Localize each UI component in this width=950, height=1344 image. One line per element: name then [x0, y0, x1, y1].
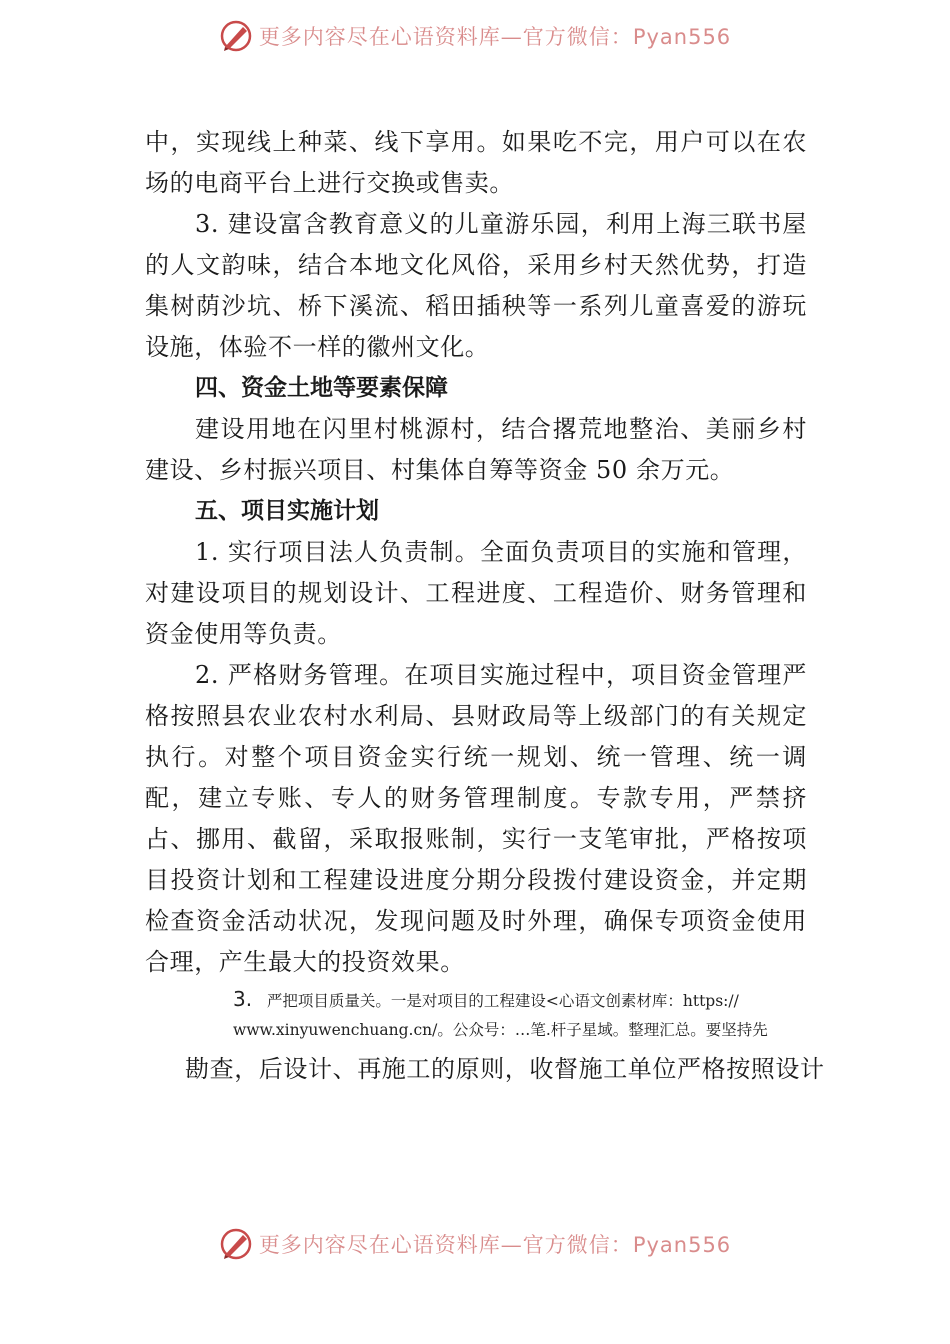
- banner-text: 更多内容尽在心语资料库—官方微信：Pyan556: [258, 25, 732, 49]
- paragraph-continuation: 中，实现线上种菜、线下享用。如果吃不完，用户可以在农场的电商平台上进行交换或售卖。: [145, 128, 807, 197]
- section-heading-4: 四、资金土地等要素保障: [195, 375, 448, 401]
- paragraph-plan-2: 2. 严格财务管理。在项目实施过程中，项目资金管理严格按照县农业农村水利局、县财政局等上级部门的有关规定执行。对整个项目资金实行统一规划、统一管理、统一调配，建立专账、专人的财务管理制度。专款专用，严禁挤占、挪用、截留，采取报账制，实行一支笔审批，严格按项目投资计划和工程建设进度分期分段拨付建设资金，并定期检查资金活动状况，发现问题及时外理，确保专项资金使用合理，产生最大的投资效果。: [145, 661, 807, 976]
- paragraph-plan-3-cont: 勘查，后设计、再施工的原则，收督施工单位严格按照设计: [185, 1055, 825, 1083]
- item-number: 3.: [233, 987, 253, 1011]
- wechat-id: Pyan556: [632, 25, 732, 49]
- document-body: [145, 122, 825, 1090]
- paragraph-funding: 建设用地在闪里村桃源村，结合撂荒地整治、美丽乡村建设、乡村振兴项目、村集体自筹等资金 50 余万元。: [145, 415, 807, 484]
- header-banner: [0, 16, 950, 56]
- footer-banner: [0, 1224, 950, 1264]
- pen-logo-icon: [219, 19, 253, 53]
- section-heading-5: 五、项目实施计划: [195, 498, 379, 524]
- paragraph-item-3: 3. 建设富含教育意义的儿童游乐园，利用上海三联书屋的人文韵味，结合本地文化风俗，采用乡村天然优势，打造集树荫沙坑、桥下溪流、稻田插秧等一系列儿童喜爱的游玩设施，体验不一样的徽州文化。: [145, 210, 807, 361]
- pen-logo-icon: [219, 1227, 253, 1261]
- paragraph-plan-1: 1. 实行项目法人负责制。全面负责项目的实施和管理，对建设项目的规划设计、工程进度、工程造价、财务管理和资金使用等负责。: [145, 538, 807, 648]
- paragraph-plan-3: 3. 严把项目质量关。一是对项目的工程建设<心语文创素材库：https:// www.xinyuwenchuang.cn/。公众号：…笔.杆子星域。整理汇总。要坚持先: [233, 987, 768, 1039]
- banner-text: 更多内容尽在心语资料库—官方微信：Pyan556: [258, 1233, 732, 1257]
- wechat-id: Pyan556: [632, 1233, 732, 1257]
